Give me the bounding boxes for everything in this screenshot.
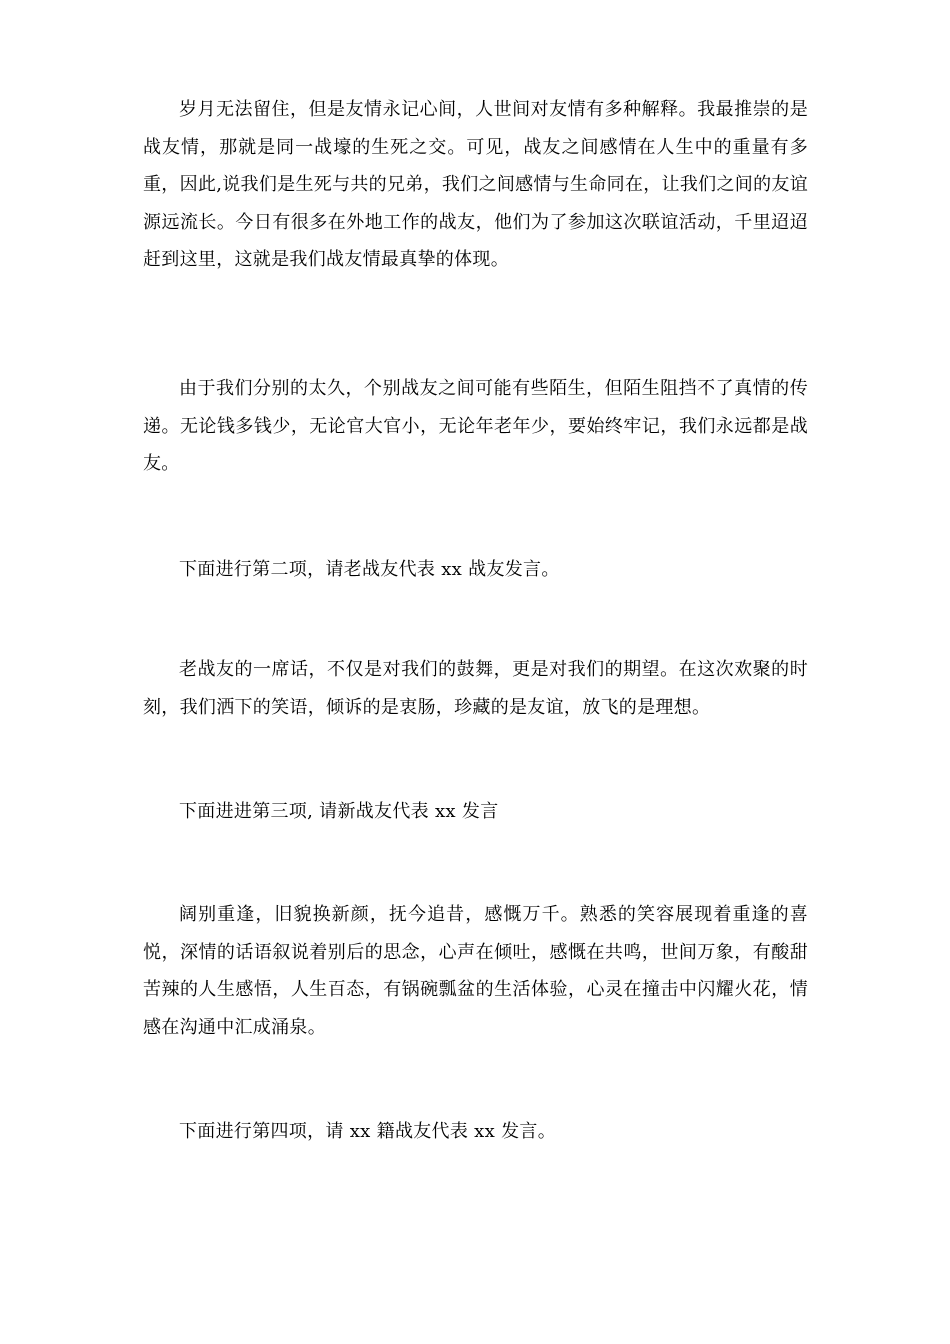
- paragraph-item-four: 下面进行第四项，请 xx 籍战友代表 xx 发言。: [179, 1121, 556, 1142]
- paragraph-long-separation: 由于我们分别的太久，个别战友之间可能有些陌生，但陌生阻挡不了真情的传递。无论钱多钱少，无论官大官小，无论年老年少，要始终牢记，我们永远都是战友。: [143, 378, 808, 474]
- paragraph-friendship-intro: 岁月无法留住，但是友情永记心间，人世间对友情有多种解释。我最推崇的是战友情，那就是同一战壕的生死之交。可见，战友之间感情在人生中的重量有多重，因此,说我们是生死与共的兄弟，我们之间感情与生命同在，让我们之间的友谊源远流长。今日有很多在外地工作的战友，他们为了参加这次联谊活动，千里迢迢赶到这里，这就是我们战友情最真挚的体现。: [143, 99, 808, 270]
- paragraph-item-two: 下面进行第二项，请老战友代表 xx 战友发言。: [179, 559, 560, 580]
- paragraph-veteran-speech-response: 老战友的一席话，不仅是对我们的鼓舞，更是对我们的期望。在这次欢聚的时刻，我们洒下的笑语，倾诉的是衷肠，珍藏的是友谊，放飞的是理想。: [143, 659, 808, 718]
- paragraph-reunion: 阔别重逢，旧貌换新颜，抚今追昔，感慨万千。熟悉的笑容展现着重逢的喜悦，深情的话语叙说着别后的思念，心声在倾吐，感慨在共鸣，世间万象，有酸甜苦辣的人生感悟，人生百态，有锅碗瓢盆的生活体验，心灵在撞击中闪耀火花，情感在沟通中汇成涌泉。: [143, 904, 808, 1038]
- paragraph-item-three: 下面进进第三项, 请新战友代表 xx 发言: [179, 801, 499, 822]
